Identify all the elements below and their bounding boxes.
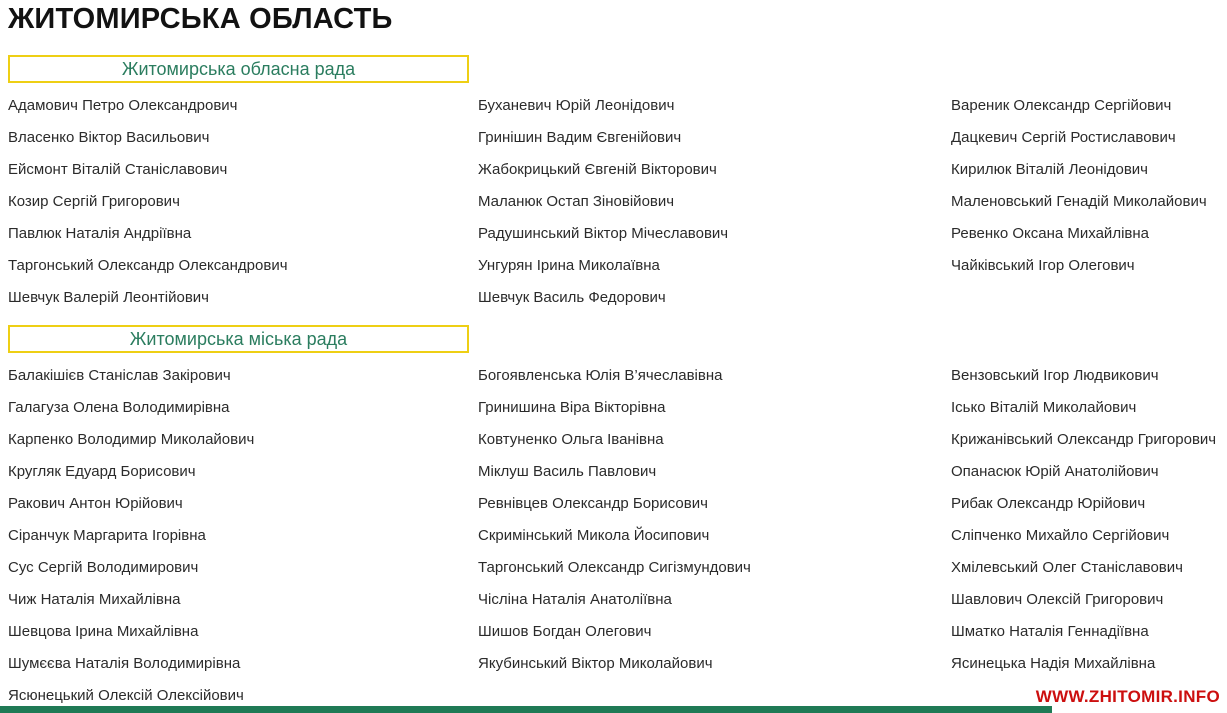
person-name: Шевчук Валерій Леонтійович [8, 288, 209, 306]
person-name: Вензовський Ігор Людвикович [951, 366, 1159, 384]
person-name: Унгурян Ірина Миколаївна [478, 256, 660, 274]
person-name: Шевцова Ірина Михайлівна [8, 622, 199, 640]
person-name: Сус Сергій Володимирович [8, 558, 199, 576]
person-name: Шишов Богдан Олегович [478, 622, 652, 640]
names-column-1 [8, 359, 478, 711]
names-column-1 [8, 89, 478, 313]
person-name: Адамович Петро Олександрович [8, 96, 238, 114]
person-name: Чісліна Наталія Анатоліївна [478, 590, 672, 608]
person-name: Радушинський Віктор Мічеславович [478, 224, 729, 242]
section-header-oblast-council [8, 55, 469, 83]
person-name: Жабокрицький Євгеній Вікторович [478, 160, 717, 178]
person-name: Маланюк Остап Зіновійович [478, 192, 675, 210]
person-name: Скримінський Микола Йосипович [478, 526, 710, 544]
person-name: Ревенко Оксана Михайлівна [951, 224, 1149, 242]
person-name: Хмілевський Олег Станіславович [951, 558, 1183, 576]
person-name: Гринишина Віра Вікторівна [478, 398, 666, 416]
person-name: Власенко Віктор Васильович [8, 128, 210, 146]
person-name: Козир Сергій Григорович [8, 192, 180, 210]
person-name: Кирилюк Віталій Леонідович [951, 160, 1148, 178]
names-column-2 [478, 359, 951, 711]
person-name: Ракович Антон Юрійович [8, 494, 183, 512]
person-name: Шавлович Олексій Григорович [951, 590, 1164, 608]
person-name: Опанасюк Юрій Анатолійович [951, 462, 1159, 480]
person-name: Ревнівцев Олександр Борисович [478, 494, 708, 512]
person-name: Буханевич Юрій Леонідович [478, 96, 675, 114]
names-column-3 [951, 89, 1227, 313]
person-name: Дацкевич Сергій Ростиславович [951, 128, 1176, 146]
names-column-3 [951, 359, 1227, 711]
person-name: Богоявленська Юлія В’ячеславівна [478, 366, 723, 384]
person-name: Рибак Олександр Юрійович [951, 494, 1146, 512]
person-name: Павлюк Наталія Андріївна [8, 224, 192, 242]
names-column-2 [478, 89, 951, 313]
person-name: Якубинський Віктор Миколайович [478, 654, 713, 672]
person-name: Гринішин Вадим Євгенійович [478, 128, 682, 146]
person-name: Сіранчук Маргарита Ігорівна [8, 526, 206, 544]
section-title: Житомирська обласна рада [121, 58, 356, 79]
oblast-council-names [0, 89, 1227, 313]
person-name: Галагуза Олена Володимирівна [8, 398, 230, 416]
page-title: ЖИТОМИРСЬКА ОБЛАСТЬ [8, 3, 393, 35]
footer-bar [0, 706, 1052, 713]
section-title: Житомирська міська рада [129, 328, 348, 349]
person-name: Ковтуненко Ольга Іванівна [478, 430, 664, 448]
person-name: Сліпченко Михайло Сергійович [951, 526, 1170, 544]
person-name: Ейсмонт Віталій Станіславович [8, 160, 228, 178]
person-name: Крижанівський Олександр Григорович [951, 430, 1217, 448]
person-name: Ясинецька Надія Михайлівна [951, 654, 1156, 672]
person-name: Вареник Олександр Сергійович [951, 96, 1172, 114]
person-name: Ясюнецький Олексій Олексійович [8, 686, 244, 704]
person-name: Шматко Наталія Геннадіївна [951, 622, 1149, 640]
person-name: Таргонський Олександр Олександрович [8, 256, 288, 274]
site-watermark: WWW.ZHITOMIR.INFO [1035, 687, 1220, 706]
person-name: Чиж Наталія Михайлівна [8, 590, 181, 608]
person-name: Шевчук Василь Федорович [478, 288, 666, 306]
person-name: Маленовський Генадій Миколайович [951, 192, 1207, 210]
person-name: Шумєєва Наталія Володимирівна [8, 654, 241, 672]
person-name: Чайківський Ігор Олегович [951, 256, 1135, 274]
person-name: Міклуш Василь Павлович [478, 462, 657, 480]
city-council-names [0, 359, 1227, 711]
person-name: Таргонський Олександр Сигізмундович [478, 558, 751, 576]
person-name: Балакішієв Станіслав Закірович [8, 366, 231, 384]
section-header-city-council [8, 325, 469, 353]
person-name: Ісько Віталій Миколайович [951, 398, 1137, 416]
person-name: Кругляк Едуард Борисович [8, 462, 196, 480]
person-name: Карпенко Володимир Миколайович [8, 430, 255, 448]
